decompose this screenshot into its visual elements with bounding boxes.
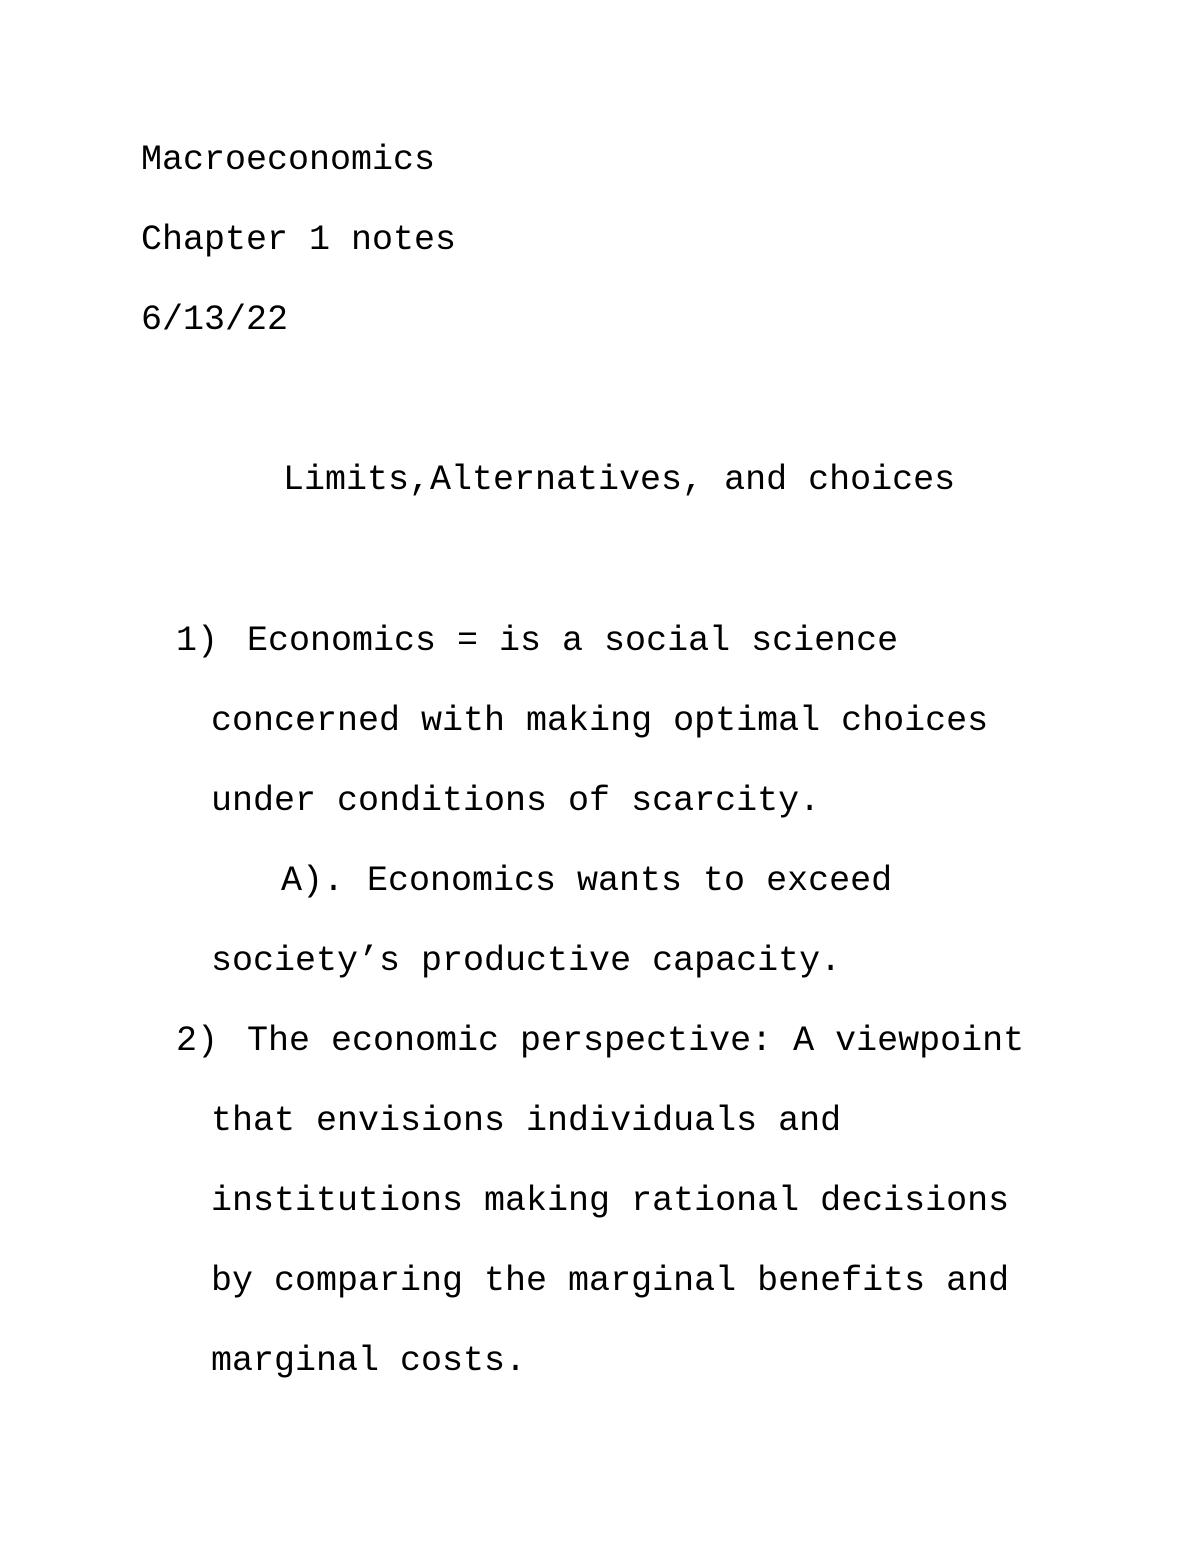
list-item-2-line-5: marginal costs. bbox=[211, 1341, 527, 1381]
course-title: Macroeconomics bbox=[141, 140, 436, 180]
list-item-1-line-2: concerned with making optimal choices bbox=[211, 701, 989, 741]
list-item-2-line-2: that envisions individuals and bbox=[211, 1101, 842, 1141]
list-item-1-line-1: Economics = is a social science bbox=[247, 621, 899, 661]
sub-item-a-line-2: society’s productive capacity. bbox=[211, 941, 842, 981]
sub-item-a-line-1: Economics wants to exceed bbox=[367, 861, 893, 901]
chapter-subtitle: Chapter 1 notes bbox=[141, 220, 457, 260]
list-item-2-line-1: The economic perspective: A viewpoint bbox=[247, 1021, 1025, 1061]
list-item-1-line-3: under conditions of scarcity. bbox=[211, 781, 821, 821]
sub-item-marker-a: A). bbox=[281, 861, 345, 901]
list-marker-1: 1) bbox=[176, 621, 219, 661]
list-item-2-line-3: institutions making rational decisions bbox=[211, 1181, 1010, 1221]
list-item-2-line-4: by comparing the marginal benefits and bbox=[211, 1261, 1010, 1301]
section-heading: Limits,Alternatives, and choices bbox=[283, 460, 956, 500]
note-date: 6/13/22 bbox=[141, 300, 289, 340]
list-marker-2: 2) bbox=[176, 1021, 219, 1061]
